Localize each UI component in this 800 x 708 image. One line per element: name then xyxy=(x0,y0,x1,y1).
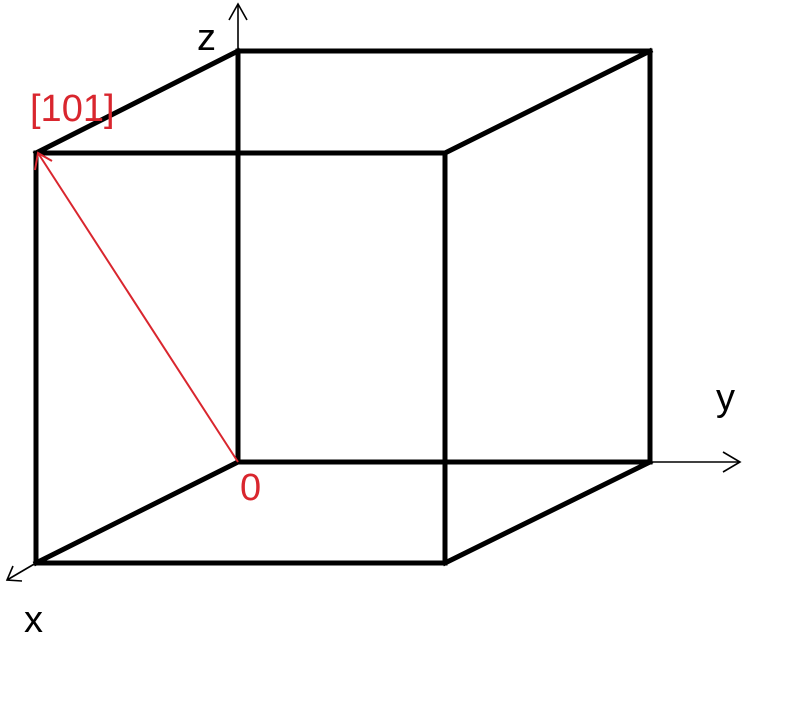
y-axis xyxy=(650,452,740,472)
bottom-right-depth-edge xyxy=(445,462,650,563)
z-axis-label: z xyxy=(197,17,216,59)
top-right-depth-edge xyxy=(445,51,650,153)
x-axis-label: x xyxy=(24,599,43,641)
cube-depth-edges xyxy=(36,51,650,563)
direction-label: [101] xyxy=(30,88,115,130)
bottom-left-depth-edge xyxy=(36,462,238,563)
x-axis xyxy=(7,563,36,581)
direction-vector-line xyxy=(38,153,238,462)
y-axis-label: y xyxy=(716,377,735,419)
origin-label: 0 xyxy=(240,467,262,509)
direction-vector xyxy=(35,153,238,462)
z-axis xyxy=(229,4,247,51)
